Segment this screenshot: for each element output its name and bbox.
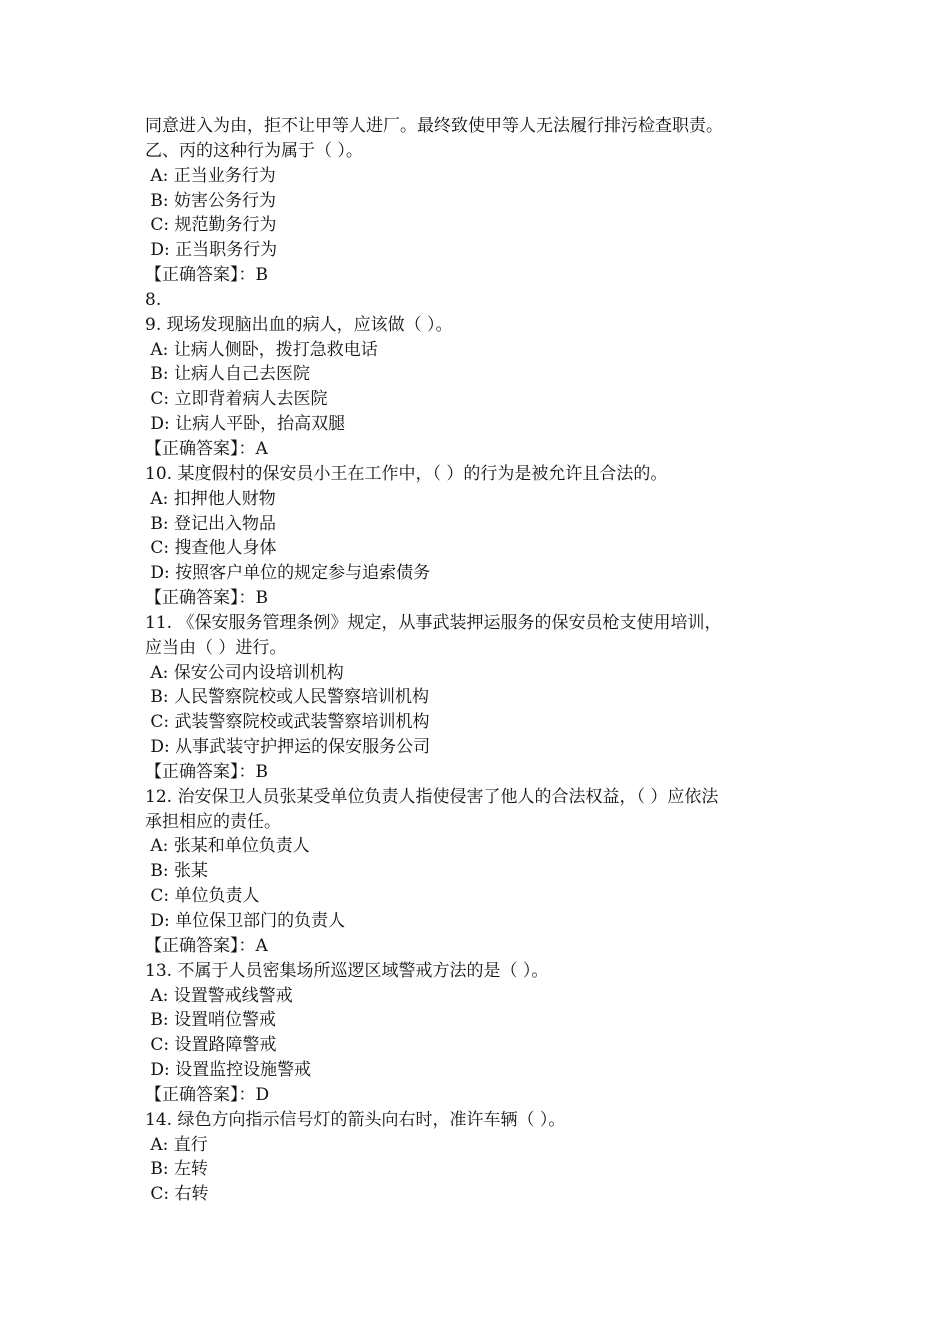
text-line: 9. 现场发现脑出血的病人，应该做（ ）。 [145,314,453,335]
text-line: 11. 《保安服务管理条例》规定，从事武装押运服务的保安员枪支使用培训， [145,612,722,633]
text-line: 14. 绿色方向指示信号灯的箭头向右时，准许车辆（ ）。 [145,1109,566,1130]
text-line: A: 直行 [145,1134,208,1155]
text-line: A: 让病人侧卧，拨打急救电话 [145,339,378,360]
text-line: B: 人民警察院校或人民警察培训机构 [145,687,430,708]
text-line: D: 按照客户单位的规定参与追索债务 [145,563,431,584]
text-line: C: 武装警察院校或武装警察培训机构 [145,712,430,733]
text-line: C: 设置路障警戒 [145,1035,277,1056]
text-line: A: 扣押他人财物 [145,488,276,509]
text-line: B: 登记出入物品 [145,513,277,534]
document-body [145,114,825,1207]
text-line: B: 设置哨位警戒 [145,1010,277,1031]
text-line: B: 左转 [145,1159,209,1180]
text-line: 10. 某度假村的保安员小王在工作中，（ ）的行为是被允许且合法的。 [145,463,668,484]
text-line: A: 正当业务行为 [145,165,276,186]
text-line: 同意进入为由，拒不让甲等人进厂。最终致使甲等人无法履行排污检查职责。 [145,116,723,136]
text-line: D: 单位保卫部门的负责人 [145,911,346,931]
text-line: 12. 治安保卫人员张某受单位负责人指使侵害了他人的合法权益，（ ）应依法 [145,786,719,807]
text-line: D: 从事武装守护押运的保安服务公司 [145,737,431,758]
text-line: 【正确答案】：B [145,588,268,609]
text-line: D: 设置监控设施警戒 [145,1060,312,1081]
text-line: A: 保安公司内设培训机构 [145,662,344,683]
text-line: B: 妨害公务行为 [145,190,277,211]
text-line: C: 规范勤务行为 [145,215,277,236]
text-line: 承担相应的责任。 [145,811,281,832]
text-line: D: 让病人平卧，抬高双腿 [145,414,346,435]
text-line: A: 设置警戒线警戒 [145,985,293,1006]
text-line: A: 张某和单位负责人 [145,836,310,857]
text-line: D: 正当职务行为 [145,240,278,261]
text-line: 8. [145,289,162,310]
text-line: 应当由（ ）进行。 [145,637,287,658]
text-line: 【正确答案】：A [145,438,268,459]
text-line: C: 单位负责人 [145,886,260,907]
text-line: 乙、丙的这种行为属于（ ）。 [145,140,363,161]
text-line: C: 立即背着病人去医院 [145,389,328,410]
text-line: B: 让病人自己去医院 [145,364,311,385]
text-line: 13. 不属于人员密集场所巡逻区域警戒方法的是（ ）。 [145,960,549,981]
text-line: C: 右转 [145,1184,209,1205]
text-line: 【正确答案】：B [145,761,268,782]
text-line: 【正确答案】：B [145,265,268,286]
text-line: B: 张某 [145,861,209,882]
text-line: 【正确答案】：A [145,935,268,956]
text-line: 【正确答案】：D [145,1084,270,1105]
text-line: C: 搜查他人身体 [145,538,277,559]
